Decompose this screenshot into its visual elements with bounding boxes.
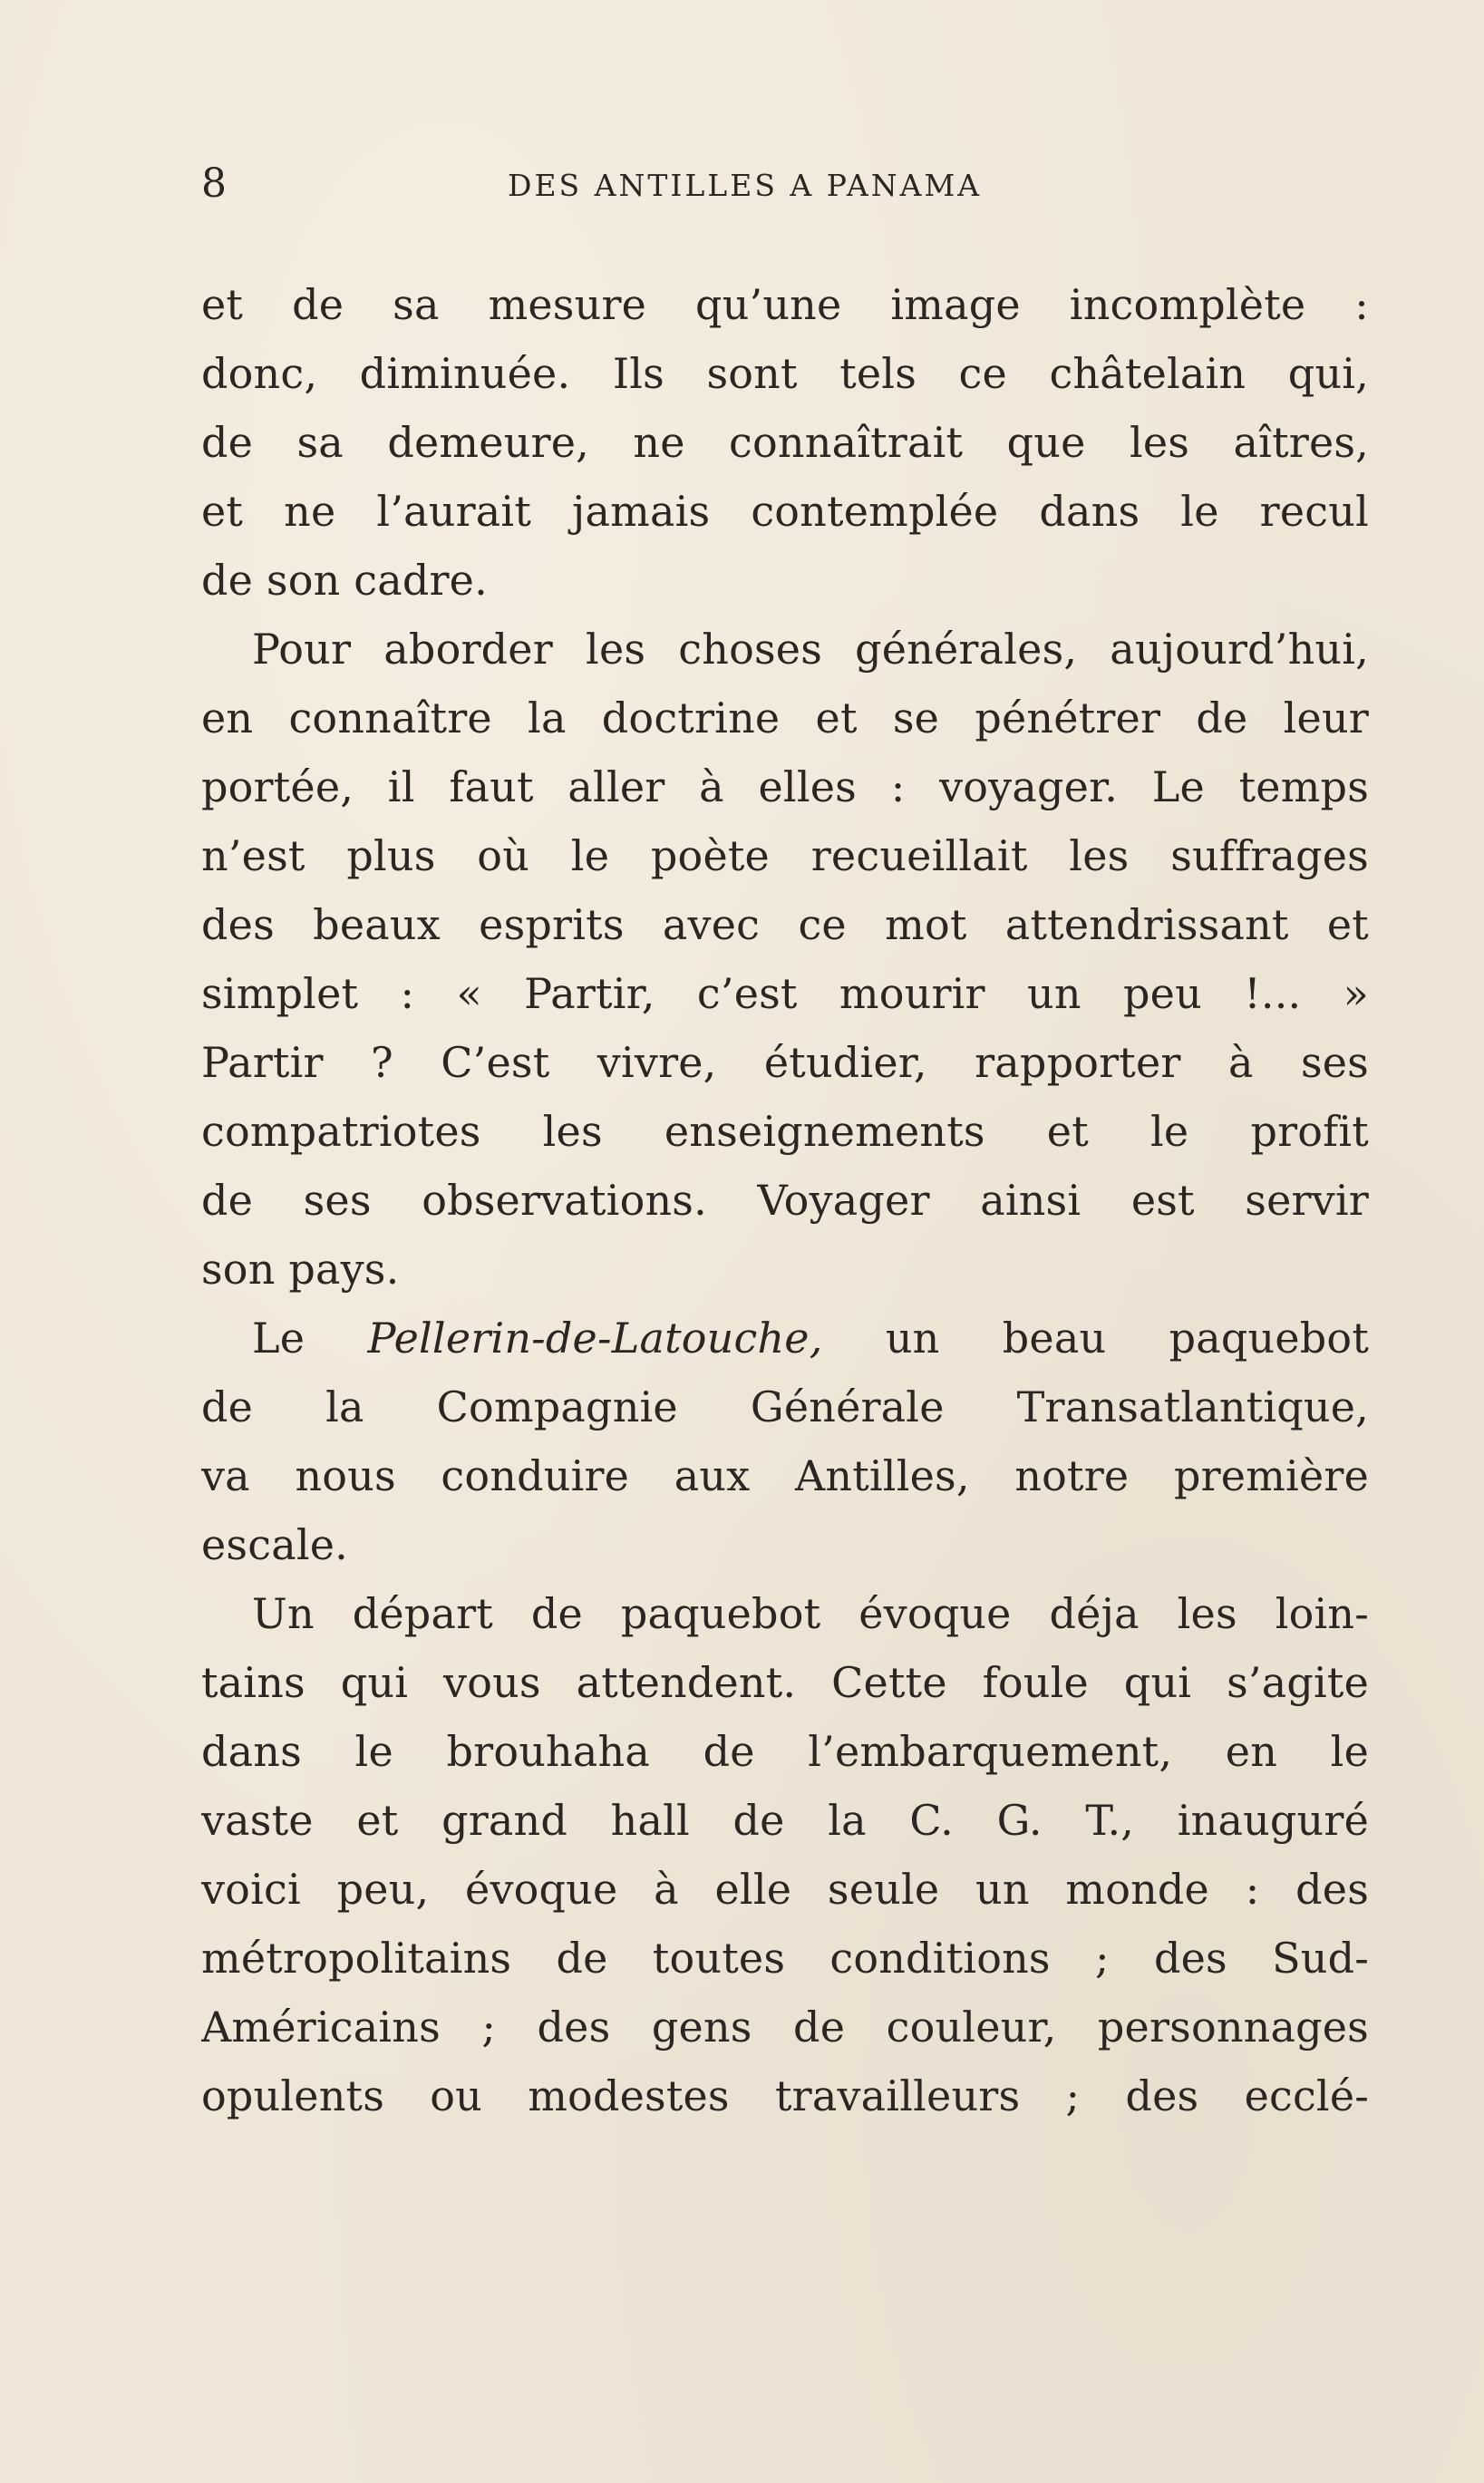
text-line: son pays. [201, 1245, 400, 1294]
text-line: Partir ? C’est vivre, étudier, rapporter à ses [201, 1038, 1369, 1087]
text-line: tains qui vous attendent. Cette foule qui s’agite [201, 1658, 1369, 1707]
text-line: va nous conduire aux Antilles, notre première [201, 1451, 1369, 1500]
text-line: Un départ de paquebot évoque déja les loin- [252, 1589, 1369, 1638]
text-line: métropolitains de toutes conditions ; des Sud- [201, 1934, 1369, 1983]
page-header [201, 161, 1371, 207]
ship-name: Pellerin-de-Latouche, [367, 1314, 823, 1363]
text-line: escale. [201, 1520, 348, 1569]
text-line: et de sa mesure qu’une image incomplète : [201, 280, 1369, 329]
page-number: 8 [201, 160, 227, 207]
text-line: de sa demeure, ne connaîtrait que les aîtres, [201, 418, 1369, 467]
text-line: opulents ou modestes travailleurs ; des ecclé- [201, 2071, 1369, 2120]
text-line: compatriotes les enseignements et le profit [201, 1107, 1369, 1156]
text-line: dans le brouhaha de l’embarquement, en le [201, 1727, 1369, 1776]
text-line: portée, il faut aller à elles : voyager. Le temps [201, 762, 1369, 811]
text-line: des beaux esprits avec ce mot attendrissant et [201, 900, 1369, 949]
text-line-with-ship-name [201, 1304, 1369, 1372]
text-line: donc, diminuée. Ils sont tels ce châtelain qui, [201, 349, 1369, 398]
text-line: Américains ; des gens de couleur, personnages [201, 2003, 1369, 2051]
text-line: de son cadre. [201, 556, 488, 605]
text-fragment: Le [252, 1314, 368, 1363]
text-line: de ses observations. Voyager ainsi est servir [201, 1176, 1369, 1225]
text-line: en connaître la doctrine et se pénétrer de leur [201, 693, 1369, 742]
running-title: DES ANTILLES A PANAMA [508, 168, 983, 203]
text-line: Pour aborder les choses générales, aujourd’hui, [252, 625, 1369, 674]
text-line: et ne l’aurait jamais contemplée dans le recul [201, 487, 1369, 536]
body-text [201, 270, 1369, 2130]
text-line: n’est plus où le poète recueillait les suffrages [201, 831, 1369, 880]
text-fragment: un beau paquebot [822, 1314, 1369, 1363]
text-line: de la Compagnie Générale Transatlantique, [201, 1382, 1369, 1431]
text-line: simplet : « Partir, c’est mourir un peu !... » [201, 969, 1369, 1018]
text-line: voici peu, évoque à elle seule un monde : des [201, 1865, 1369, 1914]
text-line: vaste et grand hall de la C. G. T., inauguré [201, 1796, 1369, 1845]
